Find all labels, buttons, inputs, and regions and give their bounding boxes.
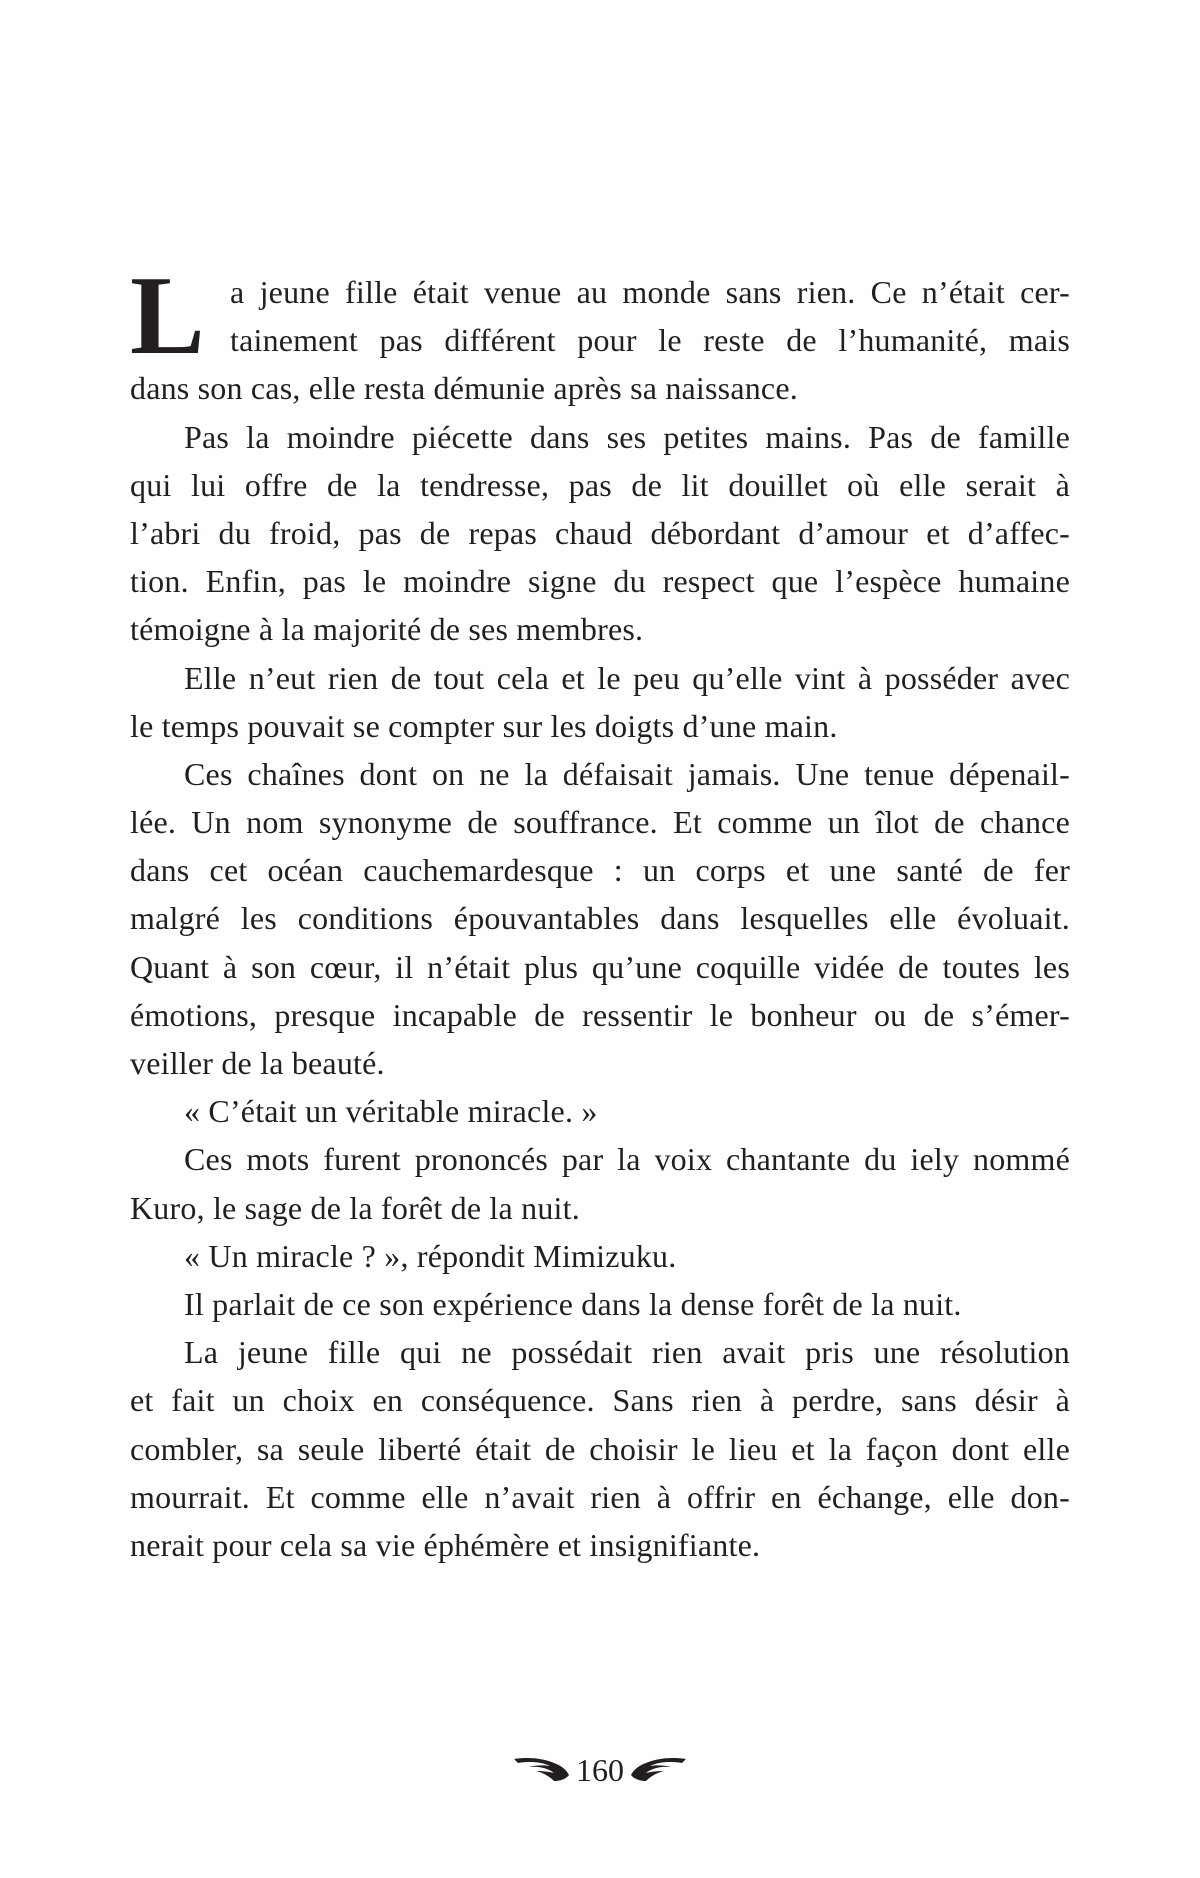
text-line: « Un miracle ? », répondit Mimizuku. [184,1237,677,1274]
text-line: le temps pouvait se compter sur les doigts d’une main. [130,707,838,744]
text-line: tainement pas différent pour le reste de l’humanité, mais [230,322,1070,359]
text-line: Quant à son cœur, il n’était plus qu’une coquille vidée de toutes les [130,948,1070,985]
text-line: dans son cas, elle resta démunie après sa naissance. [130,370,798,407]
text-line: émotions, presque incapable de ressentir le bonheur ou de s’émer- [130,996,1070,1033]
text-line: Kuro, le sage de la forêt de la nuit. [130,1189,580,1226]
text-line: La jeune fille qui ne possédait rien avait pris une résolution [184,1334,1070,1371]
text-line: tion. Enfin, pas le moindre signe du respect que l’espèce humaine [130,563,1070,600]
text-line: Ces chaînes dont on ne la défaisait jamais. Une tenue dépenail- [184,755,1070,792]
page-footer [0,1748,1200,1792]
text-line: mourrait. Et comme elle n’avait rien à offrir en échange, elle don- [130,1478,1070,1515]
page-body [130,254,1070,1569]
text-line: l’abri du froid, pas de repas chaud débordant d’amour et d’affec- [130,514,1070,551]
text-line: dans cet océan cauchemardesque : un corps et une santé de fer [130,852,1070,889]
text-line: veiller de la beauté. [130,1045,385,1081]
text-line: a jeune fille était venue au monde sans rien. Ce n’était cer- [230,274,1070,310]
text-line: qui lui offre de la tendresse, pas de lit douillet où elle serait à [130,466,1070,503]
drop-cap: L [130,254,205,378]
text-line: nerait pour cela sa vie éphémère et insignifiante. [130,1526,761,1563]
text-line: témoigne à la majorité de ses membres. [130,611,644,648]
text-line: « C’était un véritable miracle. » [184,1093,598,1130]
text-line: lée. Un nom synonyme de souffrance. Et comme un îlot de chance [130,804,1070,841]
text-line: combler, sa seule liberté était de choisir le lieu et la façon dont elle [130,1430,1070,1467]
text-line: malgré les conditions épouvantables dans lesquelles elle évoluait. [130,900,1070,937]
page-number: 160 [576,1752,624,1788]
wing-left-icon [514,1755,570,1785]
text-line: Pas la moindre piécette dans ses petites mains. Pas de famille [184,418,1070,455]
text-line: Elle n’eut rien de tout cela et le peu qu’elle vint à posséder avec [184,659,1070,696]
text-line: et fait un choix en conséquence. Sans rien à perdre, sans désir à [130,1382,1070,1419]
wing-right-icon [630,1755,686,1785]
text-line: Il parlait de ce son expérience dans la dense forêt de la nuit. [184,1285,962,1322]
text-line: Ces mots furent prononcés par la voix chantante du iely nommé [184,1141,1070,1178]
